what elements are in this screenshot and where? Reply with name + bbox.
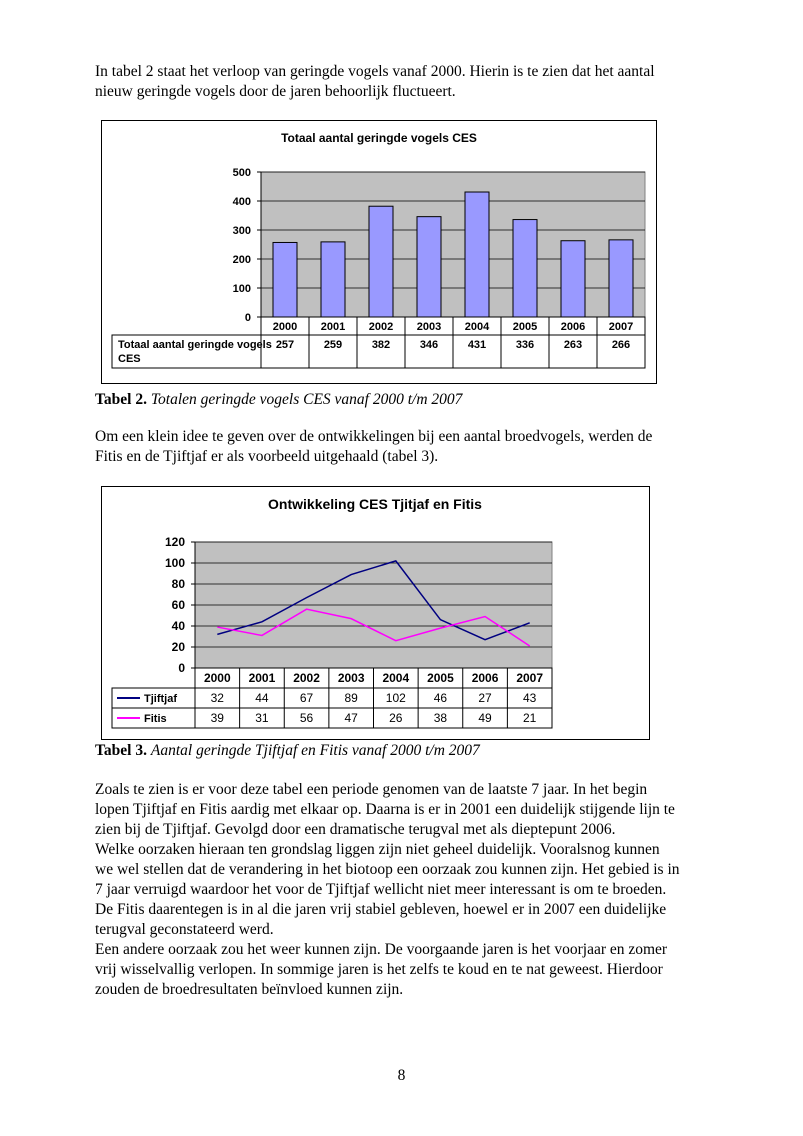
y-tick-label: 300 [232, 225, 251, 237]
y-tick-label: 0 [244, 312, 251, 324]
series-label: Totaal aantal geringde vogels [118, 339, 272, 351]
table-value: 38 [433, 711, 448, 725]
x-category-label: 2003 [416, 321, 442, 333]
caption-label: Tabel 2. [95, 391, 147, 408]
bar [561, 241, 585, 317]
bar [465, 192, 489, 317]
y-tick-label: 500 [232, 167, 251, 179]
y-tick-label: 80 [171, 577, 185, 591]
caption-text: Aantal geringde Tjiftjaf en Fitis vanaf 2000 t/m 2007 [150, 742, 480, 759]
table-value: 102 [385, 691, 406, 705]
x-category-label: 2006 [560, 321, 586, 333]
y-tick-label: 40 [171, 619, 185, 633]
x-category-label: 2002 [293, 671, 320, 685]
body-line: Een andere oorzaak zou het weer kunnen zijn. De voorgaande jaren is het voorjaar en zomer [95, 941, 668, 958]
y-tick-label: 120 [164, 535, 185, 549]
table-value: 46 [433, 691, 448, 705]
table-value: 89 [344, 691, 358, 705]
table-value: 266 [611, 339, 631, 351]
y-tick-label: 20 [171, 640, 185, 654]
y-tick-label: 100 [164, 556, 185, 570]
x-category-label: 2004 [464, 321, 490, 333]
bar-chart-caption [95, 390, 462, 410]
y-tick-label: 60 [171, 598, 185, 612]
body-line: 7 jaar verruigd waardoor het voor de Tjiftjaf wellicht niet meer interessant is om te broeden. [95, 881, 667, 898]
x-category-label: 2007 [608, 321, 634, 333]
table-value: 382 [371, 339, 391, 351]
x-category-label: 2001 [248, 671, 276, 685]
y-tick-label: 200 [232, 254, 251, 266]
body-line: Welke oorzaken hieraan ten grondslag liggen zijn niet geheel duidelijk. Vooralsnog kunnen [95, 841, 660, 858]
table-value: 257 [275, 339, 295, 351]
body-line: terugval geconstateerd werd. [95, 921, 274, 938]
caption-text: Totalen geringde vogels CES vanaf 2000 t/m 2007 [150, 391, 463, 408]
caption-label: Tabel 3. [95, 742, 147, 759]
intro-line-2: nieuw geringde vogels door de jaren behoorlijk fluctueert. [95, 83, 456, 100]
y-tick-label: 100 [232, 283, 251, 295]
x-category-label: 2005 [427, 671, 454, 685]
line-chart-frame [101, 486, 650, 740]
between-line-1: Om een klein idee te geven over de ontwikkelingen bij een aantal broedvogels, werden de [95, 428, 653, 445]
bar [513, 220, 537, 317]
body-line: we wel stellen dat de verandering in het biotoop een oorzaak zou kunnen zijn. Het gebied is in [95, 861, 680, 878]
body-line: lopen Tjiftjaf en Fitis aardig met elkaar op. Daarna is er in 2001 een duidelijk stijgende lijn te [95, 801, 675, 818]
table-value: 26 [389, 711, 403, 725]
table-value: 431 [467, 339, 487, 351]
table-value: 49 [478, 711, 492, 725]
table-value: 43 [523, 691, 537, 705]
table-value: 346 [419, 339, 439, 351]
x-category-label: 2001 [320, 321, 346, 333]
y-tick-label: 0 [178, 661, 185, 675]
legend-label: Fitis [144, 713, 167, 725]
body-line: vrij wisselvallig verlopen. In sommige jaren is het zelfs te koud en te nat geweest. Hierdoor [95, 961, 663, 978]
table-value: 263 [563, 339, 583, 351]
body-line: zouden de broedresultaten beïnvloed kunnen zijn. [95, 981, 404, 998]
bar [609, 240, 633, 317]
legend-label: Tjiftjaf [144, 693, 177, 705]
body-line: De Fitis daarentegen is in al die jaren vrij stabiel gebleven, hoewel er in 2007 een duidelijke [95, 901, 667, 918]
table-value: 31 [255, 711, 269, 725]
bar-chart [102, 121, 656, 383]
table-value: 47 [344, 711, 358, 725]
table-value: 259 [323, 339, 343, 351]
x-category-label: 2000 [203, 671, 231, 685]
intro-line-1: In tabel 2 staat het verloop van geringde vogels vanaf 2000. Hierin is te zien dat het aantal [95, 63, 655, 80]
table-value: 21 [523, 711, 537, 725]
table-value: 32 [210, 691, 224, 705]
line-chart [102, 487, 649, 739]
between-line-2: Fitis en de Tjiftjaf er als voorbeeld uitgehaald (tabel 3). [95, 448, 439, 465]
bar [417, 217, 441, 317]
x-category-label: 2004 [382, 671, 410, 685]
x-category-label: 2000 [272, 321, 298, 333]
table-value: 44 [255, 691, 269, 705]
series-label: CES [118, 353, 141, 365]
chart-title: Ontwikkeling CES Tjitjaf en Fitis [268, 496, 482, 512]
body-line: zien bij de Tjiftjaf. Gevolgd door een dramatische terugval met als dieptepunt 2006. [95, 821, 616, 838]
line-chart-caption [95, 741, 480, 761]
x-category-label: 2005 [512, 321, 538, 333]
plot-area [261, 172, 645, 317]
bar-chart-frame [101, 120, 657, 384]
table-value: 27 [478, 691, 492, 705]
x-category-label: 2002 [368, 321, 394, 333]
x-category-label: 2006 [471, 671, 499, 685]
body-line: Zoals te zien is er voor deze tabel een periode genomen van de laatste 7 jaar. In het begin [95, 781, 648, 798]
chart-title: Totaal aantal geringde vogels CES [281, 131, 477, 145]
table-value: 67 [299, 691, 314, 705]
bar [321, 242, 345, 317]
bar [369, 206, 393, 317]
table-value: 39 [210, 711, 224, 725]
page-number: 8 [397, 1067, 406, 1084]
table-value: 336 [515, 339, 535, 351]
y-tick-label: 400 [232, 196, 251, 208]
x-category-label: 2003 [337, 671, 365, 685]
bar [273, 242, 297, 317]
table-value: 56 [299, 711, 314, 725]
x-category-label: 2007 [516, 671, 544, 685]
